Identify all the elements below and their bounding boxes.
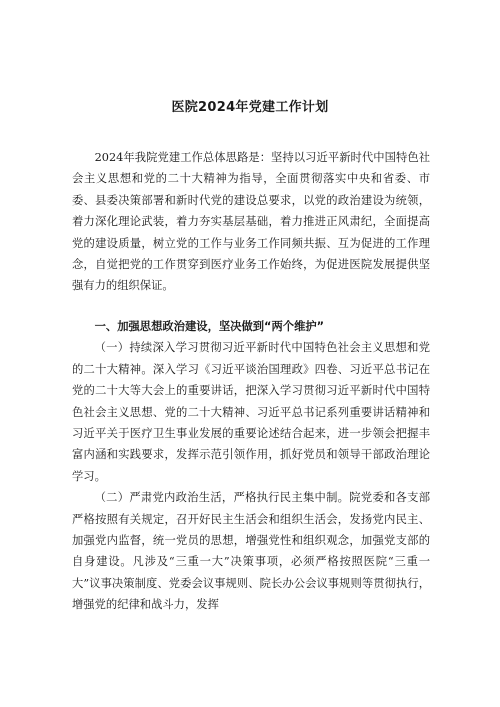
section-1-paragraph-2: （二）严肃党内政治生活，严格执行民主集中制。院党委和各支部严格按照有关规定，召开好民主生活会和组织生活会，发扬党内民主、加强党内监督，统一党员的思想，增强党性和组织观念，加强党支部的自身建设。凡涉及“三重一大”决策事项，必须严格按照医院“三重一大”议事决策制度、党委会议事规则、院长办公会议事规则等贯彻执行，增强党的纪律和战斗力，发挥: [72, 491, 430, 612]
section-1: [72, 316, 430, 616]
section-1-paragraph-1: （一）持续深入学习贯彻习近平新时代中国特色社会主义思想和党的二十大精神。深入学习《习近平谈治国理政》四卷、习近平总书记在党的二十大等大会上的重要讲话，把深入学习贯彻习近平新时代中国特色社会主义思想、党的二十大精神、习近平总书记系列重要讲话精神和习近平关于医疗卫生事业发展的重要论述结合起来，进一步领会把握丰富内涵和实践要求，发挥示范引领作用，抓好党员和领导干部政治理论学习。: [72, 341, 430, 483]
intro-paragraph: 2024年我院党建工作总体思路是：坚持以习近平新时代中国特色社会主义思想和党的二十大精神为指导，全面贯彻落实中央和省委、市委、县委决策部署和新时代党的建设总要求，以党的政治建设为统领，着力深化理论武装，着力夯实基层基础，着力推进正风肃纪，全面提高党的建设质量，树立党的工作与业务工作同频共振、互为促进的工作理念，自觉把党的工作贯穿到医疗业务工作始终，为促进医院发展提供坚强有力的组织保证。: [72, 151, 430, 293]
section-1-heading: 一、加强思想政治建设，坚决做到“两个维护”: [94, 320, 325, 333]
document-title: 医院2024年党建工作计划: [171, 100, 329, 115]
intro-block: [72, 147, 430, 297]
